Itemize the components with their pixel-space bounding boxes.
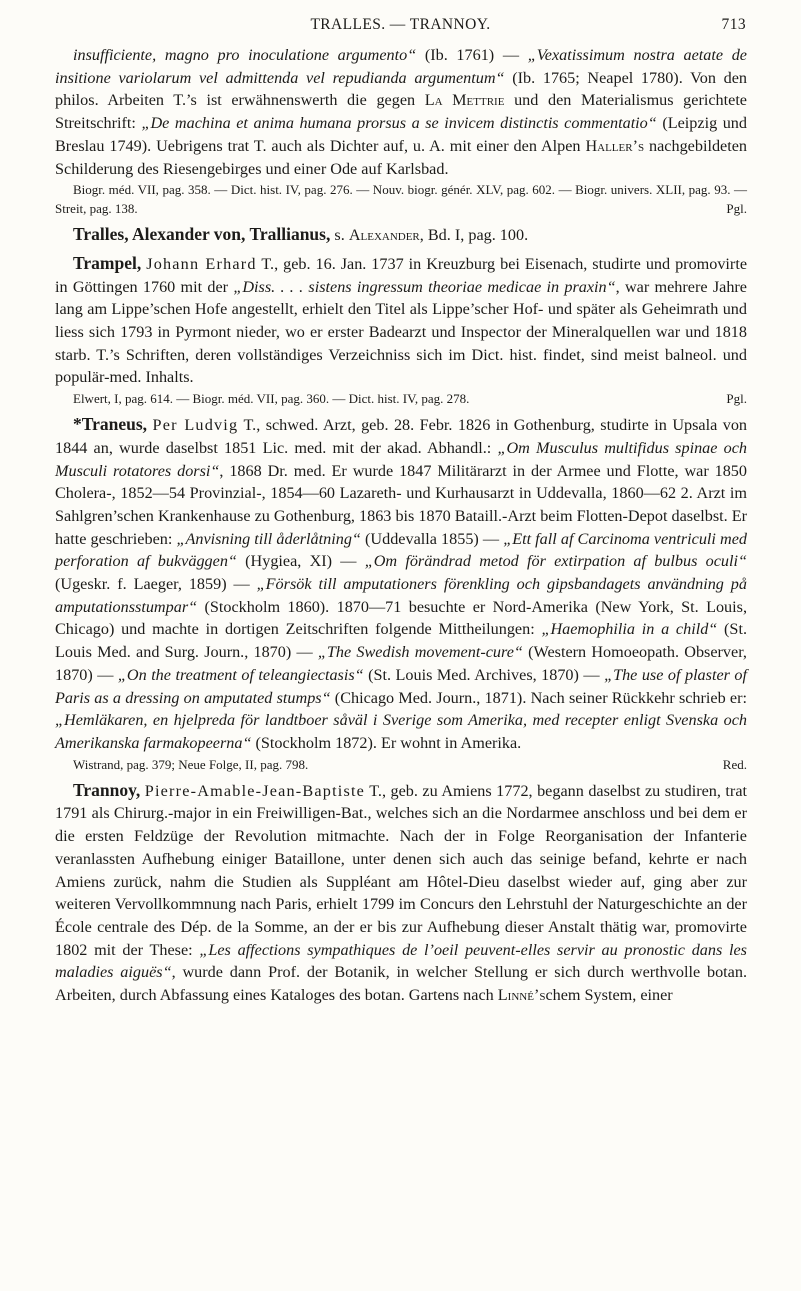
entry-text-segment: T., geb. 16. Jan. 1737 in Kreuzburg bei Eisenach, studirte und promovirte in Göttingen 1760 mit der	[55, 254, 748, 296]
entry-references	[55, 755, 747, 774]
entry-text-segment: „The Swedish movement-cure“	[317, 643, 523, 662]
entry-text-segment: und den Materialismus gerichtete Streitschrift:	[55, 91, 747, 133]
entry-headword: Trampel,	[73, 252, 142, 273]
entry-headword: Tralles, Alexander von, Trallianus,	[73, 224, 331, 245]
entry-text-segment: „On the treatment of teleangiectasis“	[117, 665, 364, 684]
entry-text-segment: nachgebildeten Schilderung des Riesengebirges und einer Ode auf Karlsbad.	[55, 136, 747, 178]
entry-headword: Trannoy,	[73, 779, 141, 800]
entry-text-segment: Alexander	[348, 226, 420, 245]
entry-text-segment: , 1868 Dr. med. Er wurde 1847 Militärarzt in der Armee und Flotte, war 1850 Cholera-, 1852—54 Provinzial-, 1854—60 Lazareth- und Kurhausarzt in Uddevalla, 1860—62 2. Arzt im Sahlgren’schen Krankenhause zu Gothenburg, 1863 bis 1870 Bataill.-Arzt beim Flotten-Depot daselbst. Er hatte geschrieben:	[55, 461, 748, 548]
entry-text-segment: (Stockholm 1860). 1870—71 besuchte er Nord-Amerika (New York, St. Louis, Chicago) und machte in dortigen Zeitschriften folgende Mittheilungen:	[55, 597, 747, 639]
entry-text-segment: (Ugeskr. f. Laeger, 1859) —	[55, 575, 257, 594]
entry-text-segment: (Ib. 1761) —	[416, 46, 528, 64]
entry-tralles-cont	[55, 44, 747, 180]
entry-text-segment: La Mettrie	[424, 91, 505, 110]
running-header	[55, 14, 746, 36]
entry-text-segment: „De machina et anima humana prorsus a se invicem distinctis commentatio“	[141, 114, 657, 133]
entry-text-segment: „Om förändrad metod för extirpation af bulbus oculi“	[364, 552, 747, 571]
entry-tralles-xref	[55, 223, 747, 247]
text-column	[55, 44, 747, 1007]
page-number: 713	[721, 16, 746, 33]
entry-text-segment: „Om Musculus multifidus spinae och Musculi rotatores dorsi“	[55, 438, 747, 480]
references-text: Biogr. méd. VII, pag. 358. — Dict. hist. IV, pag. 276. — Nouv. biogr. génér. XLV, pag. 602. — Biogr. univers. XLII, pag. 93. — Streit, pag. 138.	[55, 182, 747, 217]
entry-text-segment: (Leipzig und Breslau 1749). Uebrigens trat T. auch als Dichter auf, u. A. mit einer den Alpen	[55, 114, 747, 155]
entry-text-segment: „Ett fall af Carcinoma ventriculi med perforation af bukväggen“	[55, 529, 747, 571]
author-signature: Pgl.	[726, 201, 747, 217]
entry-text-segment: , Bd. I, pag. 100.	[419, 226, 529, 245]
entry-text-segment: T., geb. zu Amiens 1772, begann daselbst zu studiren, trat 1791 als Chirurg.-major in ein Freiwilligen-Bat., welches sich an die Nordarmee anschloss und bei dem er die ersten Feldzüge der Revolution mitmachte. Nach der in Folge Reorganisation der Infanterie veranlassten Aufhebung einiger Bataillone, unter denen sich auch das seinige befand, kehrte er nach Amiens zurück, nahm die Studien als Suppléant am Hôtel-Dieu daselbst wieder auf, ging aber zur weiteren Vervollkommnung nach Paris, erhielt 1799 im Concurs den Lehrstuhl der Naturgeschichte an der École centrale des Dép. de la Somme, an der er bis zur Aufhebung dieser Anstalt thätig war, promovirte 1802 mit der These:	[55, 781, 748, 959]
entry-text-segment: Linné’s	[497, 986, 546, 1005]
entry-text-segment: chem System, einer	[545, 986, 673, 1005]
entry-text-segment: „Anvisning till åderlåtning“	[176, 529, 361, 548]
entry-text-segment: (Uddevalla 1855) —	[360, 529, 504, 548]
entry-text-segment: Johann Erhard	[146, 254, 257, 273]
references-text: Wistrand, pag. 379; Neue Folge, II, pag. 798.	[73, 756, 309, 772]
entry-text-segment: insufficiente, magno pro inoculatione argumento“	[73, 46, 417, 64]
entry-text-segment: Pierre-Amable-Jean-Baptiste	[144, 781, 366, 800]
entry-text-segment: (Ib. 1765; Neapel 1780). Von den philos. Arbeiten T.’s ist erwähnenswerth die gegen	[55, 68, 747, 110]
entry-references	[55, 180, 747, 218]
entry-text-segment: „Haemophilia in a child“	[541, 620, 718, 639]
entry-text-segment: , wurde dann Prof. der Botanik, in welcher Stellung er sich durch werthvolle botan. Arbeiten, durch Abfassung eines Kataloges des botan. Gartens nach	[55, 963, 748, 1005]
entry-text-segment: s.	[330, 226, 349, 245]
entry-references	[55, 389, 747, 408]
entry-text-segment: (Western Homoeopath. Observer, 1870) —	[55, 643, 747, 684]
running-title: TRALLES. — TRANNOY.	[310, 16, 491, 33]
entry-text-segment: Per Ludvig	[152, 416, 239, 435]
entry-trannoy	[55, 779, 747, 1007]
entry-text-segment: „Hemläkaren, en hjelpreda för landtboer såväl i Sverige som Amerika, med recepter enligt Svenska och Amerikanska farmakopeerna“	[55, 711, 747, 752]
entry-headword: *Traneus,	[73, 414, 148, 435]
entry-text-segment: (Hygiea, XI) —	[236, 552, 365, 571]
entry-traneus	[55, 413, 747, 755]
author-signature: Pgl.	[726, 391, 747, 407]
entry-text-segment: Haller’s	[585, 136, 645, 155]
entry-text-segment: „The use of plaster of Paris as a dressing on amputated stumps“	[55, 665, 748, 707]
entry-text-segment: „Vexatissimum nostra aetate de insitione variolarum vel admittenda vel repudianda argumentum“	[55, 46, 747, 87]
entry-text-segment: (St. Louis Med. Archives, 1870) —	[363, 665, 605, 684]
references-text: Elwert, I, pag. 614. — Biogr. méd. VII, pag. 360. — Dict. hist. IV, pag. 278.	[73, 391, 470, 407]
entry-text-segment: (St. Louis Med. and Surg. Journ., 1870) —	[55, 620, 747, 662]
author-signature: Red.	[722, 756, 747, 772]
entry-text-segment: „Les affections sympathiques de l’oeil peuvent-elles servir au pronostic dans les maladies aiguës“	[55, 940, 747, 982]
entry-text-segment: „Försök till amputationers förenkling och gipsbandagets användning på amputationsstumpar“	[55, 575, 747, 616]
entry-trampel	[55, 252, 747, 389]
entry-text-segment: , war mehrere Jahre lang am Lippe’schen Hofe angestellt, erhielt den Titel als Lippe’scher Hof- und später als Geheimrath und liess sich 1793 in Pyrmont nieder, wo er erster Badearzt und Inspector der Mineralquellen war und 1818 starb. T.’s Schriften, deren vollständiges Verzeichniss sich im Dict. hist. findet, sind meist balneol. und populär-med. Inhalts.	[55, 277, 747, 387]
entry-text-segment: T., schwed. Arzt, geb. 28. Febr. 1826 in Gothenburg, studirte in Upsala von 1844 an, wurde daselbst 1851 Lic. med. mit der akad. Abhandl.:	[55, 416, 748, 457]
entry-text-segment: (Chicago Med. Journ., 1871). Nach seiner Rückkehr schrieb er:	[330, 688, 747, 707]
entry-text-segment: (Stockholm 1872). Er wohnt in Amerika.	[251, 733, 522, 752]
entry-text-segment: „Diss. . . . sistens ingressum theoriae medicae in praxin“	[233, 277, 616, 296]
